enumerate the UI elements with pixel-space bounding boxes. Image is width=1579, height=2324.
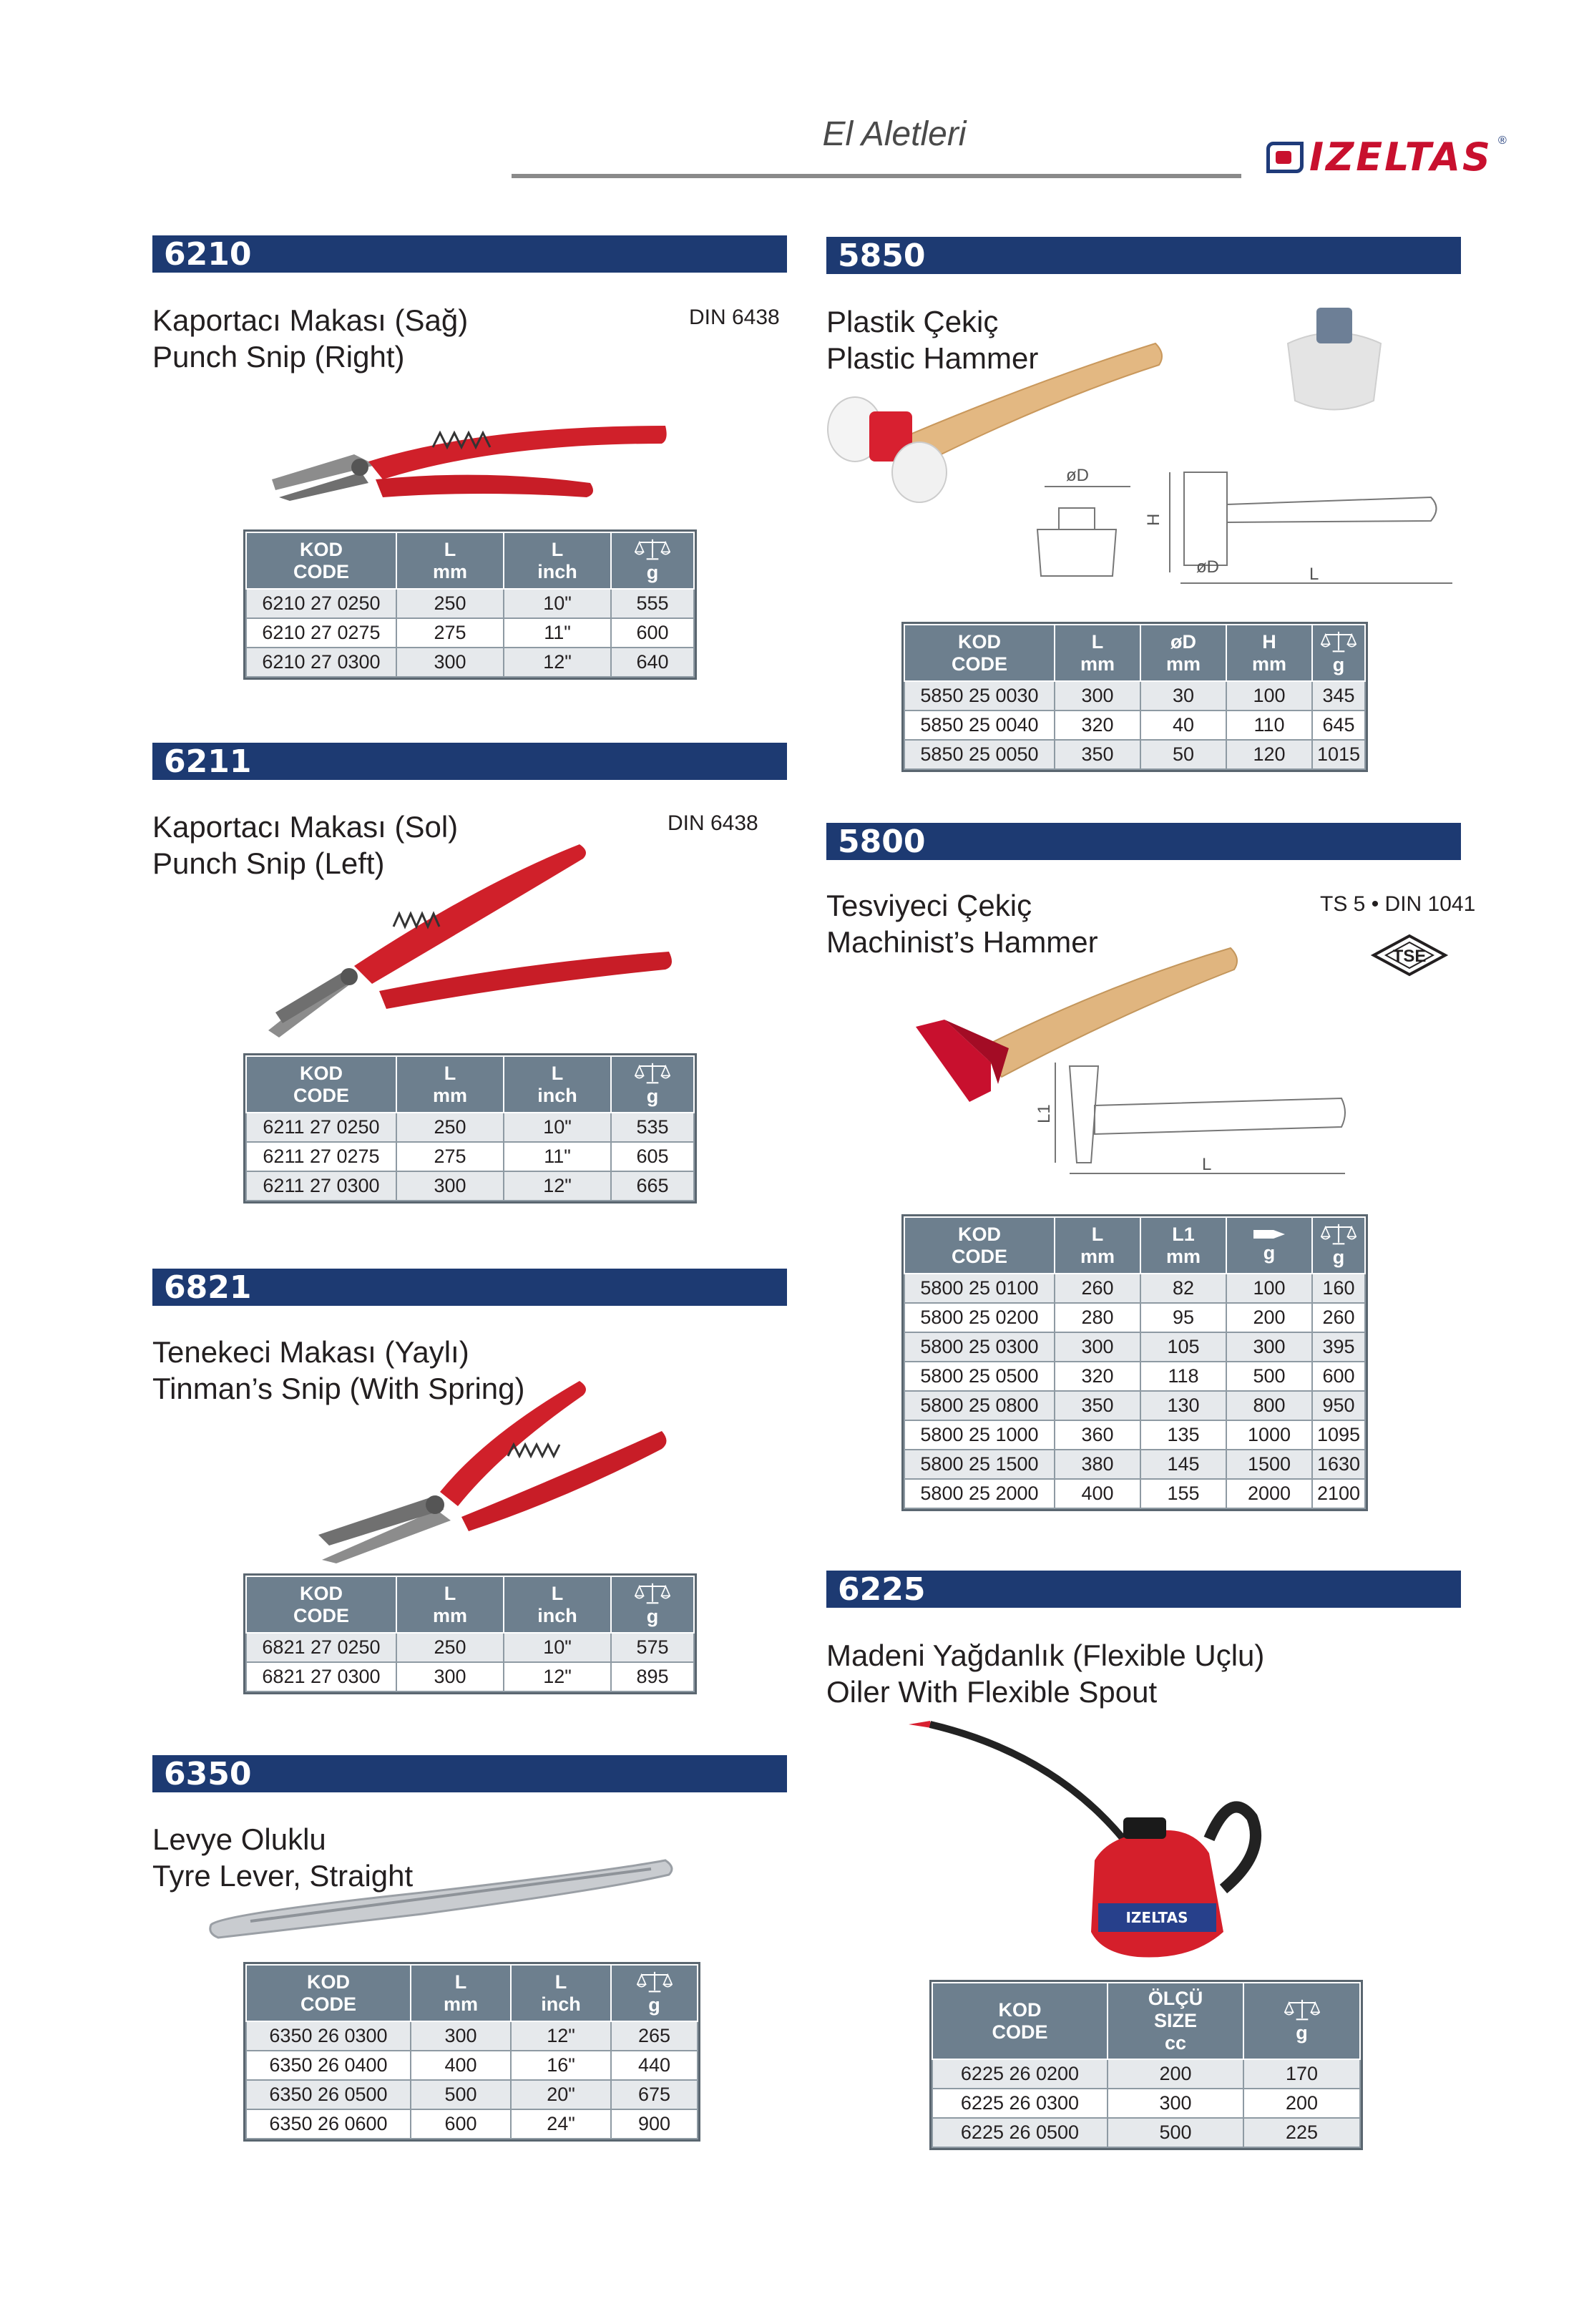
col-length-inch: L inch — [504, 1576, 611, 1633]
wedge-icon — [1252, 1226, 1286, 1242]
spec-table-6211 — [245, 1055, 695, 1201]
brand-mark-icon — [1266, 142, 1304, 173]
table-row: 6225 26 0500 500 225 — [932, 2118, 1360, 2147]
product-name-en: Plastic Hammer — [826, 341, 1039, 375]
col-code: KOD CODE — [904, 625, 1055, 681]
table-header-row — [246, 532, 694, 589]
spec-table-6210 — [245, 532, 695, 678]
table-header-row — [246, 1056, 694, 1113]
section-bar-6210: 6210 — [152, 235, 787, 273]
machinist-hammer-dimension-drawing — [1035, 1055, 1356, 1184]
hammer-head-image — [1281, 308, 1388, 422]
table-row: 6211 27 0275 275 11" 605 — [246, 1142, 694, 1171]
spec-table-5800 — [904, 1216, 1366, 1509]
table-row: 5800 25 0500 320 118 500 600 — [904, 1362, 1365, 1391]
product-name-en: Punch Snip (Right) — [152, 340, 405, 374]
standard-label: TS 5 • DIN 1041 — [1320, 892, 1476, 916]
product-name-tr: Levye Oluklu — [152, 1822, 326, 1856]
col-weight: g — [611, 532, 694, 589]
product-name-en: Machinist’s Hammer — [826, 925, 1098, 959]
table-header-row — [932, 1983, 1360, 2059]
col-length-mm: L mm — [396, 1056, 504, 1113]
table-row: 6210 27 0300 300 12" 640 — [246, 648, 694, 677]
table-row: 6350 26 0600 600 24" 900 — [246, 2109, 698, 2139]
col-length-mm: L mm — [396, 532, 504, 589]
plastic-hammer-dimension-drawing — [1030, 458, 1467, 601]
standard-label: DIN 6438 — [689, 306, 780, 329]
table-row: 6350 26 0300 300 12" 265 — [246, 2021, 698, 2051]
table-row: 6350 26 0500 500 20" 675 — [246, 2080, 698, 2109]
table-row: 5850 25 0050 350 50 120 1015 — [904, 740, 1365, 769]
col-length-mm: L mm — [396, 1576, 504, 1633]
product-name-tr: Plastik Çekiç — [826, 305, 999, 338]
col-code: KOD CODE — [246, 1576, 396, 1633]
registered-mark: ® — [1497, 135, 1507, 147]
col-diameter-mm: øD mm — [1140, 625, 1226, 681]
punch-snip-right-image — [268, 411, 669, 512]
col-weight: g — [611, 1576, 694, 1633]
table-row: 6821 27 0300 300 12" 895 — [246, 1662, 694, 1691]
punch-snip-left-image — [265, 841, 680, 1041]
col-weight: g — [1243, 1983, 1360, 2059]
oiler-image — [909, 1717, 1281, 1968]
scale-icon — [637, 1970, 673, 1994]
scale-icon — [1284, 1998, 1320, 2022]
col-code: KOD CODE — [904, 1217, 1055, 1274]
section-bar-5800: 5800 — [826, 823, 1461, 860]
table-row: 5800 25 0300 300 105 300 395 — [904, 1332, 1365, 1362]
col-weight: g — [1312, 1217, 1365, 1274]
oiler-label-text: IZELTAS — [1125, 1909, 1188, 1926]
table-row: 5850 25 0030 300 30 100 345 — [904, 681, 1365, 711]
table-row: 5800 25 1500 380 145 1500 1630 — [904, 1450, 1365, 1479]
dim-label-diameter: øD — [1066, 466, 1089, 485]
scale-icon — [1321, 630, 1356, 654]
table-row: 5800 25 2000 400 155 2000 2100 — [904, 1479, 1365, 1508]
product-name-tr: Kaportacı Makası (Sol) — [152, 810, 459, 844]
table-row: 6821 27 0250 250 10" 575 — [246, 1633, 694, 1662]
tyre-lever-image — [207, 1853, 680, 1939]
col-l1-mm: L1 mm — [1140, 1217, 1226, 1274]
scale-icon — [635, 1581, 670, 1606]
col-length-mm: L mm — [1055, 1217, 1140, 1274]
scale-icon — [1321, 1222, 1356, 1246]
spec-table-6350 — [245, 1964, 698, 2139]
product-name-en: Tinman’s Snip (With Spring) — [152, 1372, 525, 1405]
col-head-weight: g — [1226, 1217, 1312, 1274]
table-row: 5800 25 0200 280 95 200 260 — [904, 1303, 1365, 1332]
col-code: KOD CODE — [246, 1056, 396, 1113]
table-row: 6350 26 0400 400 16" 440 — [246, 2051, 698, 2080]
table-row: 6225 26 0300 300 200 — [932, 2089, 1360, 2118]
section-bar-5850: 5850 — [826, 237, 1461, 274]
product-name-tr: Madeni Yağdanlık (Flexible Uçlu) — [826, 1639, 1265, 1672]
product-title-6225 — [826, 1637, 1264, 1710]
dim-label-l: L — [1202, 1155, 1212, 1174]
tse-mark-icon — [1370, 934, 1449, 977]
product-name-tr: Tenekeci Makası (Yaylı) — [152, 1335, 469, 1369]
col-size: ÖLÇÜ SIZE cc — [1108, 1983, 1243, 2059]
col-length-inch: L inch — [511, 1965, 611, 2021]
col-code: KOD CODE — [246, 1965, 411, 2021]
table-row: 6211 27 0250 250 10" 535 — [246, 1113, 694, 1142]
table-row: 5850 25 0040 320 40 110 645 — [904, 711, 1365, 740]
table-header-row — [904, 625, 1365, 681]
table-header-row — [246, 1576, 694, 1633]
svg-text:TSE: TSE — [1392, 947, 1427, 966]
table-row: 6210 27 0275 275 11" 600 — [246, 618, 694, 648]
product-name-en: Tyre Lever, Straight — [152, 1859, 414, 1893]
col-length-mm: L mm — [1055, 625, 1140, 681]
col-code: KOD CODE — [932, 1983, 1108, 2059]
brand-name: IZELTAS — [1309, 135, 1492, 180]
spec-table-6821 — [245, 1576, 695, 1692]
scale-icon — [635, 537, 670, 562]
table-row: 5800 25 0800 350 130 800 950 — [904, 1391, 1365, 1420]
product-title-6210 — [152, 302, 468, 375]
col-weight: g — [611, 1056, 694, 1113]
table-row: 5800 25 0100 260 82 100 160 — [904, 1274, 1365, 1303]
table-row: 6225 26 0200 200 170 — [932, 2059, 1360, 2089]
col-length-inch: L inch — [504, 532, 611, 589]
dim-label-height: H — [1144, 513, 1163, 526]
spec-table-6225 — [932, 1982, 1361, 2148]
title-divider — [512, 174, 1241, 178]
col-length-mm: L mm — [411, 1965, 511, 2021]
page-title: El Aletleri — [822, 115, 967, 153]
product-name-tr: Tesviyeci Çekiç — [826, 889, 1032, 922]
col-weight: g — [1312, 625, 1365, 681]
tinman-snip-image — [315, 1377, 673, 1563]
table-row: 6211 27 0300 300 12" 665 — [246, 1171, 694, 1201]
section-bar-6350: 6350 — [152, 1755, 787, 1792]
table-header-row — [246, 1965, 698, 2021]
scale-icon — [635, 1061, 670, 1085]
dim-label-length: L — [1309, 565, 1319, 584]
section-bar-6821: 6821 — [152, 1269, 787, 1306]
col-code: KOD CODE — [246, 532, 396, 589]
col-height-mm: H mm — [1226, 625, 1312, 681]
brand-logo — [1266, 135, 1507, 180]
col-length-inch: L inch — [504, 1056, 611, 1113]
table-row: 5800 25 1000 360 135 1000 1095 — [904, 1420, 1365, 1450]
table-row: 6210 27 0250 250 10" 555 — [246, 589, 694, 618]
product-name-en: Oiler With Flexible Spout — [826, 1675, 1158, 1709]
standard-label: DIN 6438 — [668, 811, 758, 835]
section-bar-6225: 6225 — [826, 1571, 1461, 1608]
dim-label-diameter-small: øD — [1196, 557, 1219, 577]
product-name-en: Punch Snip (Left) — [152, 846, 385, 880]
section-bar-6211: 6211 — [152, 743, 787, 780]
spec-table-5850 — [904, 624, 1366, 770]
dim-label-l1: L1 — [1035, 1104, 1054, 1123]
product-name-tr: Kaportacı Makası (Sağ) — [152, 303, 469, 337]
col-weight: g — [611, 1965, 698, 2021]
table-header-row — [904, 1217, 1365, 1274]
